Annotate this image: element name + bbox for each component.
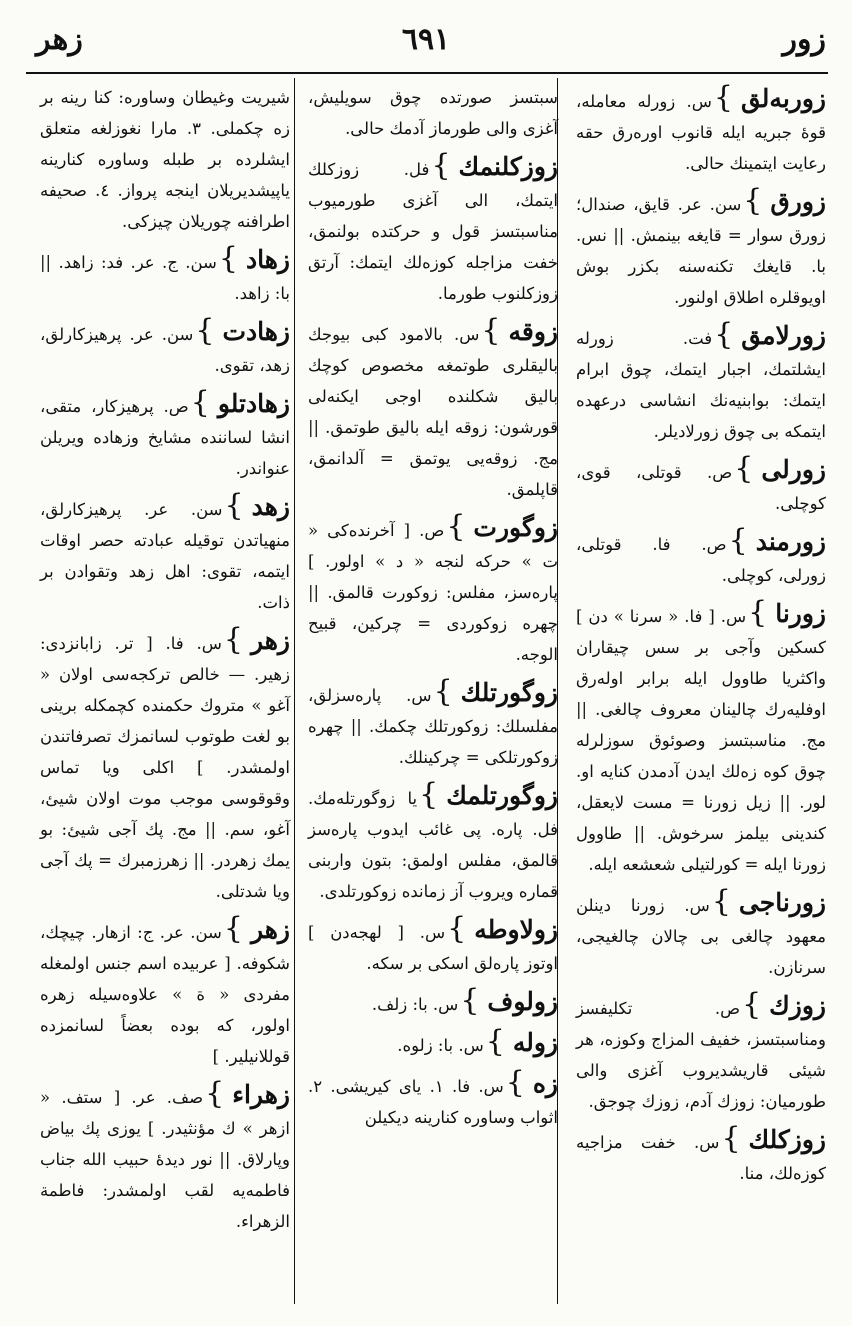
dictionary-entry <box>576 185 826 313</box>
entry-headword: زوله <box>512 1028 558 1057</box>
entry-definition: سن. عر. پرهیزکارلق، زهد، تقوی. <box>40 325 290 375</box>
entry-definition: س. پاره‌سزلق، مفلسلك: زوکورتلك چکمك. || چهره زوکورتلکی = چرکینلك. <box>308 686 558 767</box>
brace-glyph: } <box>713 80 733 115</box>
entry-headword: زورنا <box>775 599 826 628</box>
dictionary-entry <box>308 676 558 773</box>
dictionary-entry <box>40 913 290 1072</box>
entry-headword: زهراء <box>232 1080 290 1109</box>
entry-definition: فت. زورله ایشلتمك، اجبار ایتمك، چوق ابرام ایتمك: بوابنیه‌نك انشاسی درعهده ایتمکه بی چوق زورلادیلر. <box>576 329 826 441</box>
entry-headword: زولاوطه <box>474 915 558 944</box>
entry-headword: زوقه <box>508 317 558 346</box>
entry-headword: زهادت <box>222 317 290 346</box>
brace-glyph: } <box>223 911 243 946</box>
dictionary-entry <box>40 624 290 907</box>
brace-glyph: } <box>205 1076 225 1111</box>
brace-glyph: } <box>734 451 754 486</box>
dictionary-entry <box>40 387 290 484</box>
entry-headword: زورناجی <box>738 888 826 917</box>
brace-glyph: } <box>748 595 768 630</box>
page-number: ٦٩١ <box>401 22 451 57</box>
entry-definition: سن. عر. ج: ازهار. چیچك، شکوفه. [ عربیده اسم جنس اولمغله مفردی « ة » علاوه‌سیله زهره اولور، که بوده بعضاً لسانمزده قوللانیلیر. ] <box>40 923 290 1066</box>
dictionary-entry <box>40 82 290 237</box>
entry-headword: زوگورت <box>473 513 558 542</box>
entry-definition: شیریت وغیطان وساوره: کنا رینه بر زه چکملی. ٣. مارا نغوزلغه متعلق ایشلرده بر طبله وساوره کنارینه یاپیشدیریلان اینجه پرواز. ٤. صحیفه اطرافنه چوریلان چیزکی. <box>40 88 290 231</box>
entry-definition: س. [ فا. « سرنا » دن ] کسکین وآجی بر سس چیقاران واکثریا طاوول ایله برابر اوله‌رق اوفلیه‌رك چالینان معروف چالغی. || مج. مناسبتسز وصوئوق سوزلرله چوق کوه زه‌لك ایدن آدمدن کنایه او. لور. || زیل زورنا = مست لایعقل، کندینی بیلمز سرخوش. || طاوول زورنا ایله = کورلتیلی شعشعه ایله. <box>576 607 826 874</box>
brace-glyph: } <box>485 1024 505 1059</box>
brace-glyph: } <box>431 148 451 183</box>
entry-definition: س. [ لهجه‌دن ] اوتوز پاره‌لق اسکی بر سکه. <box>308 923 558 973</box>
entry-headword: زوربه‌لق <box>740 84 826 113</box>
dictionary-entry <box>576 886 826 983</box>
entry-definition: س. خفت مزاجیه کوزه‌لك، منا. <box>576 1133 826 1183</box>
entry-headword: زورلی <box>761 455 826 484</box>
entry-definition: س. زورله معامله، قوۀ جبریه ایله قانوب اوره‌رق حقه رعایت ایتمینك حالی. <box>576 92 826 173</box>
dictionary-entry <box>40 490 290 618</box>
entry-definition: س. فا. ١. یای کیریشی. ٢. اثواب وساوره کنارینه دیکیلن <box>308 1077 558 1127</box>
entry-definition: ص. تکلیفسز ومناسبتسز، خفیف المزاج وکوزه‌، هر شیئی قاریشدیروب آغزی والی طورمیان: زوزك آدم، زوزك چوجق. <box>576 999 826 1111</box>
entry-headword: زه <box>532 1069 558 1098</box>
column-divider-right <box>294 78 295 1304</box>
dictionary-entry <box>308 779 558 907</box>
entry-headword: زورمند <box>755 527 826 556</box>
dictionary-entry <box>308 985 558 1020</box>
brace-glyph: } <box>505 1065 525 1100</box>
entry-definition: ص. [ آخرنده‌کی « ت » حرکه لنجه « د » اولور. ] پاره‌سز، مفلس: زوکورت قالمق. || چهره زوکوردی = چرکین، قبیح الوجه. <box>308 521 558 664</box>
dictionary-entry <box>308 82 558 144</box>
entry-definition: س. زورنا دینلن معهود چالغی بی چالان چالغیجی، سرنازن. <box>576 896 826 977</box>
entry-headword: زولوف <box>487 987 558 1016</box>
entry-headword: زهادتلو <box>217 389 290 418</box>
dictionary-entry <box>308 1067 558 1133</box>
dictionary-entry <box>576 525 826 591</box>
entry-definition: س. بالامود کبی بیوجك بالیقلری طوتمغه مخصوص کوچك بالیق شکلنده اوجی ایکنه‌لی قورشون: زوقه ایله بالیق طوتمق. || مج. زوقه‌یی یوتمق = آلدانمق، قاپلمق. <box>308 325 558 499</box>
entry-headword: زوگورتلك <box>460 678 558 707</box>
brace-glyph: } <box>433 674 453 709</box>
entry-headword: زهد <box>251 492 290 521</box>
entry-headword: زورلامق <box>741 321 826 350</box>
brace-glyph: } <box>224 488 244 523</box>
entry-definition: ص. پرهیزکار، متقی، انشا لساننده مشایخ وزهاده ویریلن عنواندر. <box>40 397 290 478</box>
column-left <box>40 82 290 1243</box>
running-header <box>26 22 826 68</box>
entry-headword: زهر <box>250 915 290 944</box>
header-last-word: زهر <box>36 22 83 57</box>
dictionary-entry <box>576 453 826 519</box>
entry-definition: سن. عر. پرهیزکارلق، منهیاتدن توقیله عبادته حصر اوقات ایتمه، تقوی: اهل زهد وتقوادن بر ذات. <box>40 500 290 612</box>
dictionary-entry <box>576 82 826 179</box>
entry-definition: صف. عر. [ ستف. « ازهر » ك مؤنثیدر. ] یوزی پك بیاض وپارلاق. || نور دیدۀ حبیب الله جناب فاطمه‌یه لقب اولمشدر: فاطمة الزهراء. <box>40 1088 290 1231</box>
entry-headword: زورق <box>770 187 826 216</box>
brace-glyph: } <box>743 183 763 218</box>
column-right <box>576 82 826 1195</box>
header-rule <box>26 72 828 74</box>
brace-glyph: } <box>190 385 210 420</box>
brace-glyph: } <box>460 983 480 1018</box>
dictionary-entry <box>40 315 290 381</box>
entry-definition: یا زوگورتله‌مك. فل. پاره. پی غائب ایدوب پاره‌سز قالمق، مفلس اولمق: بتون واربنی قماره ویروب آز زمانده زوکورتلدی. <box>308 789 558 901</box>
entry-definition: س. فا. [ تر. زابانزدی: زهیر. — خالص ترکجه‌سی اولان « آغو » متروك حکمنده کچمکله برینی بو لغت طوتوب لسانمزك تصرفاتندن اولمشدر. ] اکلی ویا تماس وقوقوسی موجب موت اولان شیئ، آغو، سم. || مج. پك آجی شیئ: بو یمك زهردر. || زهرزمبرك = پك آجی ویا شدتلی. <box>40 634 290 901</box>
entry-definition: فل. زوزکلك ایتمك، الی آغزی طورمیوب مناسبتسز قول و حرکتده بولنمق، خفت مزاجله کوزه‌لك ایتمك: آرتق زوزکلنوب طورما. <box>308 160 558 303</box>
brace-glyph: } <box>711 884 731 919</box>
dictionary-entry <box>576 1123 826 1189</box>
entry-definition: سبتسز صورتده چوق سویلیش، آغزی والی طورماز آدمك حالی. <box>308 88 558 138</box>
entry-headword: زوزکلنمك <box>458 152 558 181</box>
dictionary-entry <box>40 1078 290 1237</box>
brace-glyph: } <box>419 777 439 812</box>
entry-definition: ص. فا. قوتلی، زورلی، کوچلی. <box>576 535 826 585</box>
dictionary-entry <box>40 243 290 309</box>
entry-headword: زوگورتلمك <box>446 781 558 810</box>
brace-glyph: } <box>446 509 466 544</box>
entry-definition: سن. عر. قایق، صندال؛ زورق سوار = قایغه بینمش. || نس. با. قایغك تکنه‌سنه بکزر بوش اویوقلره اطلاق اولنور. <box>576 195 826 307</box>
entry-headword: زوزك <box>769 991 826 1020</box>
entry-definition: ص. قوتلی، قوی، کوچلی. <box>576 463 826 513</box>
brace-glyph: } <box>714 317 734 352</box>
dictionary-entry <box>576 597 826 880</box>
entry-definition: س. با: زلوه. <box>397 1036 484 1055</box>
brace-glyph: } <box>218 241 238 276</box>
brace-glyph: } <box>447 911 467 946</box>
brace-glyph: } <box>742 987 762 1022</box>
header-first-word: زور <box>782 22 826 57</box>
brace-glyph: } <box>223 622 243 657</box>
entry-headword: زهر <box>250 626 290 655</box>
entry-headword: زهاد <box>245 245 290 274</box>
dictionary-entry <box>308 150 558 309</box>
dictionary-entry <box>308 913 558 979</box>
brace-glyph: } <box>481 313 501 348</box>
dictionary-entry <box>576 319 826 447</box>
entry-definition: س. با: زلف. <box>371 995 459 1014</box>
entry-headword: زوزکلك <box>748 1125 826 1154</box>
entry-definition: سن. ج. عر. فد: زاهد. || با: زاهد. <box>40 253 290 303</box>
brace-glyph: } <box>728 523 748 558</box>
column-middle <box>308 82 558 1139</box>
brace-glyph: } <box>721 1121 741 1156</box>
dictionary-entry <box>308 315 558 505</box>
dictionary-entry <box>576 989 826 1117</box>
dictionary-entry <box>308 1026 558 1061</box>
dictionary-entry <box>308 511 558 670</box>
brace-glyph: } <box>195 313 215 348</box>
